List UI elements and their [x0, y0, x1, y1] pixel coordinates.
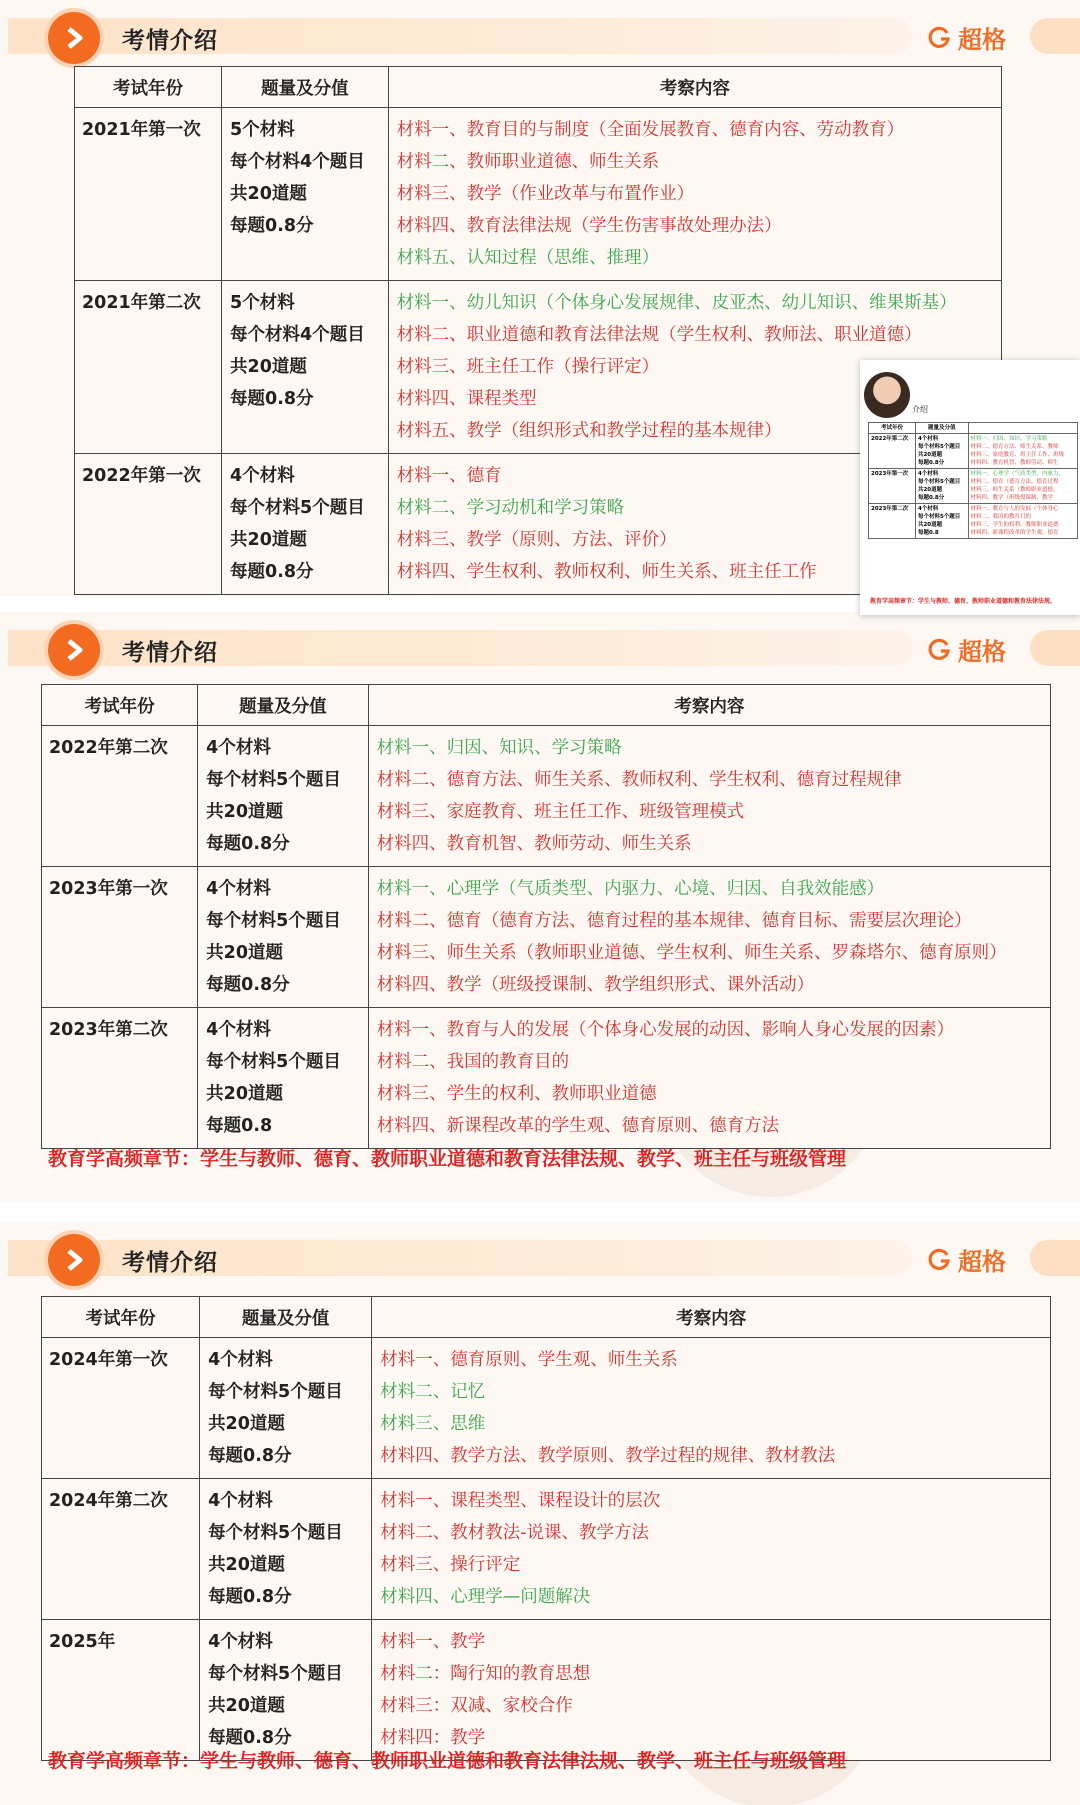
content-item: 材料二、我国的教育目的 — [376, 1052, 570, 1072]
quantity-line: 共20道题 — [206, 802, 284, 822]
thumbnail-content — [968, 469, 1077, 504]
exam-year-label: 2022年第一次 — [82, 466, 201, 486]
quantity-line: 共20道题 — [230, 357, 307, 377]
thumbnail-content-line: 材料三、学生的权利、教师职业道德 — [970, 522, 1059, 528]
thumbnail-header-row — [869, 423, 1078, 434]
content-cell — [368, 867, 1050, 1008]
column-header: 考试年份 — [42, 1297, 200, 1338]
quantity-line: 共20道题 — [230, 184, 307, 204]
table-header-row — [42, 685, 1051, 726]
exam-year — [42, 867, 198, 1008]
quantity-line: 共20道题 — [230, 530, 307, 550]
content-item: 材料二、德育方法、师生关系、教师权利、学生权利、德育过程规律 — [376, 770, 902, 790]
content-cell — [368, 1008, 1050, 1149]
quantity-cell — [200, 1620, 372, 1761]
brand-g-icon — [928, 638, 952, 662]
exam-year-label: 2022年第二次 — [49, 738, 168, 758]
thumbnail-table — [868, 422, 1078, 539]
quantity-line: 每个材料5个题目 — [208, 1382, 343, 1402]
thumbnail-footer-note: 教育学高频章节：学生与教师、德育、教师职业道德和教育法律法规、 — [870, 598, 1057, 605]
quantity-line: 5个材料 — [230, 120, 295, 140]
thumbnail-quantity-line: 共20道题 — [917, 522, 943, 528]
header-arrow-badge — [48, 1234, 100, 1286]
thumbnail-column-header: 考试年份 — [869, 423, 916, 434]
quantity-line: 4个材料 — [208, 1350, 273, 1370]
quantity-line: 4个材料 — [208, 1632, 273, 1652]
exam-year — [75, 108, 222, 281]
header-title: 考情介绍 — [122, 28, 218, 54]
header-pill-decoration — [1030, 630, 1080, 666]
quantity-line: 4个材料 — [206, 1020, 271, 1040]
exam-year — [42, 1008, 198, 1149]
exam-year-label: 2025年 — [49, 1632, 116, 1652]
chevron-right-icon — [62, 638, 86, 662]
thumbnail-quantity-line: 4个材料 — [917, 471, 939, 477]
content-item: 材料二、学习动机和学习策略 — [396, 498, 625, 518]
content-item: 材料三、操行评定 — [380, 1555, 521, 1575]
quantity-cell — [222, 108, 389, 281]
content-item: 材料一、课程类型、课程设计的层次 — [380, 1491, 661, 1511]
exam-year-label: 2023年第二次 — [49, 1020, 168, 1040]
content-item: 材料四、教育机智、教师劳动、师生关系 — [376, 834, 692, 854]
exam-year-label: 2023年第一次 — [49, 879, 168, 899]
quantity-line: 每个材料4个题目 — [230, 152, 365, 172]
exam-year — [42, 726, 198, 867]
quantity-line: 共20道题 — [206, 1084, 284, 1104]
quantity-cell — [200, 1479, 372, 1620]
thumbnail-quantity-line: 每题0.8分 — [917, 460, 945, 466]
table-row — [42, 1338, 1051, 1479]
thumbnail-content-line: 材料四、教学（班级授课制、教学 — [970, 495, 1054, 501]
thumbnail-quantity-line: 每题0.8 — [917, 530, 939, 536]
content-item: 材料二：陶行知的教育思想 — [380, 1664, 591, 1684]
thumbnail-quantity — [915, 469, 968, 504]
table-row — [42, 867, 1051, 1008]
exam-year-label: 2021年第二次 — [82, 293, 201, 313]
thumbnail-column-header: 题量及分值 — [915, 423, 968, 434]
thumbnail-content-line: 材料三、家庭教育、班主任工作、班级 — [970, 452, 1065, 458]
thumbnail-content-line: 材料三、师生关系（教师职业道德、 — [970, 487, 1059, 493]
exam-table — [41, 1296, 1051, 1761]
content-item: 材料四、教学（班级授课制、教学组织形式、课外活动） — [376, 975, 815, 995]
quantity-cell — [198, 726, 369, 867]
column-header: 考察内容 — [372, 1297, 1051, 1338]
content-item: 材料五、教学（组织形式和教学过程的基本规律） — [396, 421, 782, 441]
quantity-line: 每题0.8 — [206, 1116, 273, 1136]
quantity-line: 每题0.8分 — [230, 216, 314, 236]
column-header: 考察内容 — [368, 685, 1050, 726]
thumbnail-year: 2023年第二次 — [869, 504, 916, 539]
quantity-line: 每题0.8分 — [208, 1587, 292, 1607]
content-item: 材料一、幼儿知识（个体身心发展规律、皮亚杰、幼儿知识、维果斯基） — [396, 293, 957, 313]
column-header: 题量及分值 — [198, 685, 369, 726]
quantity-line: 每个材料5个题目 — [208, 1664, 343, 1684]
thumbnail-quantity-line: 每题0.8分 — [917, 495, 945, 501]
quantity-line: 共20道题 — [208, 1555, 285, 1575]
high-frequency-note: 教育学高频章节：学生与教师、德育、教师职业道德和教育法律法规、教学、班主任与班级管理 — [48, 1750, 847, 1772]
thumbnail-quantity-line: 每个材料5个题目 — [917, 444, 961, 450]
header-arrow-badge — [48, 624, 100, 676]
content-item: 材料二、记忆 — [380, 1382, 486, 1402]
content-item: 材料二、职业道德和教育法律法规（学生权利、教师法、职业道德） — [396, 325, 922, 345]
slide-2 — [0, 612, 1080, 1202]
column-header: 考试年份 — [75, 67, 222, 108]
table-row — [42, 1479, 1051, 1620]
quantity-line: 每题0.8分 — [208, 1446, 292, 1466]
quantity-line: 4个材料 — [206, 738, 271, 758]
brand-name: 超格 — [958, 1248, 1006, 1276]
content-item: 材料一、教育目的与制度（全面发展教育、德育内容、劳动教育） — [396, 120, 905, 140]
table-row — [42, 1008, 1051, 1149]
content-item: 材料三、思维 — [380, 1414, 486, 1434]
quantity-line: 每题0.8分 — [206, 975, 290, 995]
thumbnail-quantity-line: 每个材料5个题目 — [917, 479, 961, 485]
content-item: 材料四、教育法律法规（学生伤害事故处理办法） — [396, 216, 782, 236]
high-frequency-note: 教育学高频章节：学生与教师、德育、教师职业道德和教育法律法规、教学、班主任与班级管理 — [48, 1148, 847, 1170]
content-cell — [368, 726, 1050, 867]
thumbnail-content — [968, 504, 1077, 539]
exam-table — [41, 684, 1051, 1149]
thumbnail-title: 介绍 — [912, 405, 928, 414]
quantity-cell — [222, 454, 389, 595]
content-item: 材料三、学生的权利、教师职业道德 — [376, 1084, 657, 1104]
exam-year-label: 2021年第一次 — [82, 120, 201, 140]
content-item: 材料三：双减、家校合作 — [380, 1696, 573, 1716]
quantity-line: 每个材料5个题目 — [206, 1052, 341, 1072]
quantity-line: 每个材料5个题目 — [206, 770, 341, 790]
header-pill-decoration — [1030, 18, 1080, 54]
quantity-line: 每个材料4个题目 — [230, 325, 365, 345]
thumbnail-content-line: 材料一、归因、知识、学习策略 — [970, 436, 1048, 442]
header-pill-decoration — [1030, 1240, 1080, 1276]
quantity-cell — [198, 1008, 369, 1149]
thumbnail-row — [869, 504, 1078, 539]
brand-name: 超格 — [958, 638, 1006, 666]
thumbnail-content-line: 材料四、新课程改革的学生观、德育 — [970, 530, 1059, 536]
content-item: 材料五、认知过程（思维、推理） — [396, 248, 660, 268]
column-header: 考试年份 — [42, 685, 198, 726]
quantity-cell — [198, 867, 369, 1008]
thumbnail-content-line: 材料二、我国的教育目的 — [970, 514, 1032, 520]
table-row — [75, 108, 1002, 281]
content-cell — [372, 1479, 1051, 1620]
header-arrow-badge — [48, 12, 100, 64]
chevron-right-icon — [62, 26, 86, 50]
table-row — [42, 726, 1051, 867]
brand-logo — [928, 632, 1006, 667]
slide-thumbnail-preview[interactable] — [860, 360, 1080, 615]
thumbnail-quantity — [915, 434, 968, 469]
table-row — [42, 1620, 1051, 1761]
thumbnail-year: 2022年第二次 — [869, 434, 916, 469]
content-item: 材料三、家庭教育、班主任工作、班级管理模式 — [376, 802, 745, 822]
quantity-line: 每题0.8分 — [208, 1728, 292, 1748]
chevron-right-icon — [62, 1248, 86, 1272]
thumbnail-content-line: 材料四、教育机智、教师劳动、师生 — [970, 460, 1059, 466]
content-cell — [372, 1338, 1051, 1479]
content-item: 材料四：教学 — [380, 1728, 486, 1748]
thumbnail-quantity-line: 每个材料5个题目 — [917, 514, 961, 520]
quantity-line: 4个材料 — [230, 466, 295, 486]
quantity-line: 5个材料 — [230, 293, 295, 313]
thumbnail-quantity-line: 共20道题 — [917, 487, 943, 493]
quantity-line: 4个材料 — [206, 879, 271, 899]
quantity-line: 4个材料 — [208, 1491, 273, 1511]
quantity-line: 每题0.8分 — [230, 389, 314, 409]
thumbnail-content-line: 材料一、心理学（气质类型、内驱力、 — [970, 471, 1065, 477]
content-item: 材料四、心理学—问题解决 — [380, 1587, 591, 1607]
exam-year-label: 2024年第一次 — [49, 1350, 168, 1370]
header-title: 考情介绍 — [122, 1250, 218, 1276]
quantity-line: 共20道题 — [208, 1696, 285, 1716]
thumbnail-content-line: 材料一、教育与人的发展（个体身心 — [970, 506, 1059, 512]
content-item: 材料一、德育 — [396, 466, 502, 486]
column-header: 题量及分值 — [200, 1297, 372, 1338]
content-item: 材料四、新课程改革的学生观、德育原则、德育方法 — [376, 1116, 780, 1136]
exam-year-label: 2024年第二次 — [49, 1491, 168, 1511]
quantity-cell — [222, 281, 389, 454]
brand-g-icon — [928, 1248, 952, 1272]
quantity-line: 共20道题 — [206, 943, 284, 963]
content-item: 材料三、班主任工作（操行评定） — [396, 357, 660, 377]
brand-logo — [928, 1242, 1006, 1277]
quantity-line: 每个材料5个题目 — [208, 1523, 343, 1543]
content-item: 材料二、教师职业道德、师生关系 — [396, 152, 660, 172]
content-item: 材料二、教材教法-说课、教学方法 — [380, 1523, 650, 1543]
content-item: 材料一、教学 — [380, 1632, 486, 1652]
content-item: 材料三、师生关系（教师职业道德、学生权利、师生关系、罗森塔尔、德育原则） — [376, 943, 1007, 963]
content-item: 材料四、课程类型 — [396, 389, 537, 409]
thumbnail-quantity-line: 4个材料 — [917, 436, 939, 442]
exam-year — [42, 1338, 200, 1479]
column-header: 题量及分值 — [222, 67, 389, 108]
thumbnail-content — [968, 434, 1077, 469]
quantity-line: 每题0.8分 — [206, 834, 290, 854]
exam-year — [75, 454, 222, 595]
content-cell — [372, 1620, 1051, 1761]
thumbnail-year: 2023年第一次 — [869, 469, 916, 504]
thumbnail-quantity-line: 共20道题 — [917, 452, 943, 458]
exam-year — [42, 1479, 200, 1620]
content-item: 材料四、学生权利、教师权利、师生关系、班主任工作 — [396, 562, 817, 582]
thumbnail-content-line: 材料二、德育方法、师生关系、教师 — [970, 444, 1059, 450]
quantity-line: 共20道题 — [208, 1414, 285, 1434]
table-header-row — [42, 1297, 1051, 1338]
thumbnail-row — [869, 469, 1078, 504]
exam-year — [42, 1620, 200, 1761]
presenter-avatar — [864, 372, 910, 418]
content-item: 材料一、心理学（气质类型、内驱力、心境、归因、自我效能感） — [376, 879, 885, 899]
slide-3 — [0, 1222, 1080, 1805]
thumbnail-column-header — [968, 423, 1077, 434]
content-item: 材料一、归因、知识、学习策略 — [376, 738, 622, 758]
content-item: 材料二、德育（德育方法、德育过程的基本规律、德育目标、需要层次理论） — [376, 911, 972, 931]
column-header: 考察内容 — [388, 67, 1001, 108]
content-item: 材料三、教学（原则、方法、评价） — [396, 530, 677, 550]
thumbnail-quantity — [915, 504, 968, 539]
quantity-line: 每个材料5个题目 — [206, 911, 341, 931]
content-item: 材料一、教育与人的发展（个体身心发展的动因、影响人身心发展的因素） — [376, 1020, 955, 1040]
content-cell — [388, 108, 1001, 281]
brand-g-icon — [928, 26, 952, 50]
content-item: 材料一、德育原则、学生观、师生关系 — [380, 1350, 678, 1370]
content-item: 材料三、教学（作业改革与布置作业） — [396, 184, 695, 204]
thumbnail-content-line: 材料二、德育（德育方法、德育过程 — [970, 479, 1059, 485]
exam-year — [75, 281, 222, 454]
thumbnail-row — [869, 434, 1078, 469]
quantity-cell — [200, 1338, 372, 1479]
header-title: 考情介绍 — [122, 640, 218, 666]
thumbnail-quantity-line: 4个材料 — [917, 506, 939, 512]
quantity-line: 每题0.8分 — [230, 562, 314, 582]
quantity-line: 每个材料5个题目 — [230, 498, 365, 518]
brand-logo — [928, 20, 1006, 55]
brand-name: 超格 — [958, 26, 1006, 54]
table-header-row — [75, 67, 1002, 108]
content-item: 材料四、教学方法、教学原则、教学过程的规律、教材教法 — [380, 1446, 836, 1466]
